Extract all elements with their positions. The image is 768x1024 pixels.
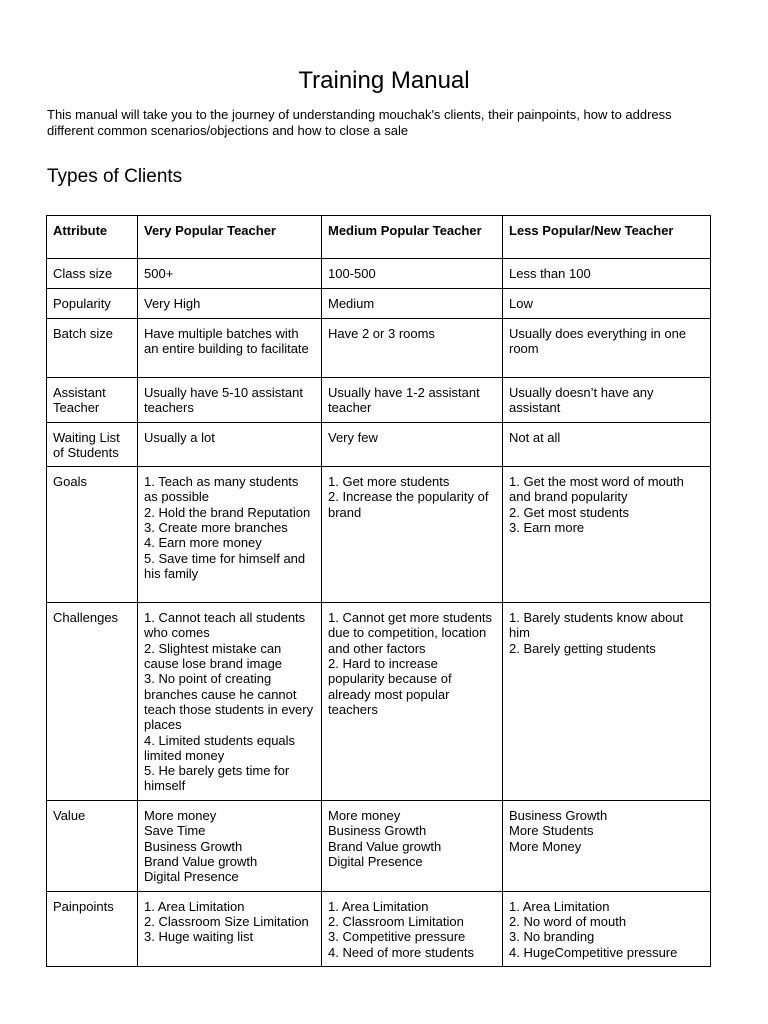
table-cell: Have 2 or 3 rooms [322,319,503,378]
attribute-cell: Batch size [47,319,138,378]
client-types-table [46,215,711,967]
table-cell: More money Business Growth Brand Value growth Digital Presence [322,801,503,891]
table-cell: Usually have 1-2 assistant teacher [322,378,503,423]
attribute-cell: Waiting List of Students [47,422,138,467]
table-cell: Usually have 5-10 assistant teachers [138,378,322,423]
table-cell: 1. Area Limitation 2. Classroom Size Limitation 3. Huge waiting list [138,891,322,966]
table-row [47,289,711,319]
attribute-cell: Value [47,801,138,891]
table-cell: 1. Cannot teach all students who comes 2. Slightest mistake can cause lose brand image 3. No point of creating branches cause he cannot teach those students in every places 4. Limited students equals limited money 5. He barely gets time for himself [138,603,322,801]
header-cell: Very Popular Teacher [138,216,322,259]
table-cell: Less than 100 [503,259,711,289]
table-cell: 500+ [138,259,322,289]
attribute-cell: Goals [47,467,138,603]
table-row [47,378,711,423]
table-cell: Medium [322,289,503,319]
table-cell: More money Save Time Business Growth Brand Value growth Digital Presence [138,801,322,891]
intro-paragraph: This manual will take you to the journey of understanding mouchak's clients, their painpoints, how to address different common scenarios/objections and how to close a sale [47,107,672,138]
table-row [47,259,711,289]
header-cell: Medium Popular Teacher [322,216,503,259]
attribute-cell: Class size [47,259,138,289]
table-cell: Usually a lot [138,422,322,467]
table-row [47,467,711,603]
section-heading: Types of Clients [47,166,183,187]
table-cell: Very High [138,289,322,319]
header-cell: Attribute [47,216,138,259]
table-cell: Have multiple batches with an entire building to facilitate [138,319,322,378]
table-cell: 1. Get more students 2. Increase the popularity of brand [322,467,503,603]
table-cell: 1. Barely students know about him 2. Barely getting students [503,603,711,801]
attribute-cell: Painpoints [47,891,138,966]
table-cell: Low [503,289,711,319]
attribute-cell: Popularity [47,289,138,319]
table-cell: 100-500 [322,259,503,289]
table-cell: 1. Area Limitation 2. No word of mouth 3. No branding 4. HugeCompetitive pressure [503,891,711,966]
table-cell: 1. Cannot get more students due to competition, location and other factors 2. Hard to increase popularity because of already most popular teachers [322,603,503,801]
table-cell: Not at all [503,422,711,467]
table-cell: Business Growth More Students More Money [503,801,711,891]
table-cell: 1. Teach as many students as possible 2. Hold the brand Reputation 3. Create more branches 4. Earn more money 5. Save time for himself and his family [138,467,322,603]
table-cell: Usually doesn’t have any assistant [503,378,711,423]
header-cell: Less Popular/New Teacher [503,216,711,259]
table-cell: 1. Get the most word of mouth and brand popularity 2. Get most students 3. Earn more [503,467,711,603]
table-row [47,319,711,378]
attribute-cell: Challenges [47,603,138,801]
table-row [47,891,711,966]
document-title: Training Manual [298,67,470,94]
table-cell: Very few [322,422,503,467]
table-row [47,422,711,467]
table-cell: Usually does everything in one room [503,319,711,378]
attribute-cell: Assistant Teacher [47,378,138,423]
table-cell: 1. Area Limitation 2. Classroom Limitation 3. Competitive pressure 4. Need of more students [322,891,503,966]
table-row [47,603,711,801]
table-row [47,801,711,891]
table-header-row [47,216,711,259]
